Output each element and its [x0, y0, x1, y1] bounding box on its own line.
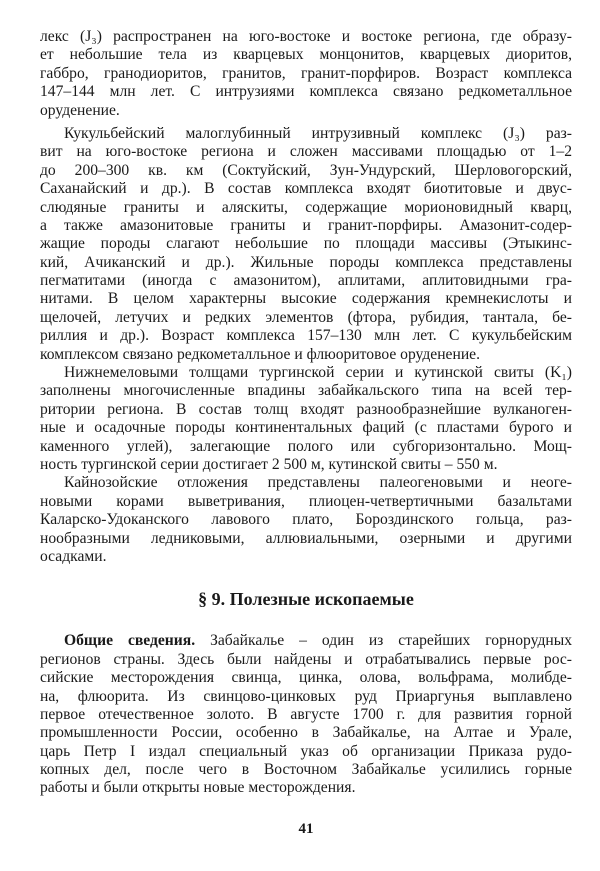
- text-line: регионов страны. Здесь были найдены и отрабатывались первые рос-: [40, 650, 572, 668]
- paragraph-5: [40, 632, 572, 798]
- page-number: 41: [298, 821, 314, 837]
- text-line: нообразными ледниковыми, аллювиальными, озерными и другими: [40, 529, 572, 547]
- text-line: первое отечественное золото. В августе 1700 г. для развития горной: [40, 705, 572, 723]
- text-line: 147–144 млн лет. С интрузиями комплекса связано редкометалльное: [40, 83, 572, 101]
- text-line: пегматитами (иногда с амазонитом), аплитами, аплитовидными гра-: [40, 272, 572, 290]
- text-line: кий, Ачиканский и др.). Жильные породы комплекса представлены: [40, 253, 572, 271]
- text-line: [40, 632, 572, 650]
- text-line: Саханайский и др.). В состав комплекса входят биотитовые и двус-: [40, 180, 572, 198]
- text-line: до 200–300 кв. км (Соктуйский, Зун-Ундурский, Шерловогорский,: [40, 161, 572, 179]
- text-line: на, флюорита. Из свинцово-цинковых руд Приаргунья выплавлено: [40, 687, 572, 705]
- text-line: нитами. В целом характерны высокие содержания кремнекислоты и: [40, 290, 572, 308]
- text-line: лекс (J₃) распространен на юго-востоке и востоке региона, где образу-: [40, 28, 572, 45]
- text-line: работы и были открыты новые месторождения.: [40, 779, 356, 797]
- text-line: габбро, гранодиоритов, гранитов, гранит-порфиров. Возраст комплекса: [40, 64, 572, 82]
- text-line: копных дел, после чего в Восточном Забайкалье усилились горные: [40, 761, 572, 779]
- text-line: Кукульбейский малоглубинный интрузивный комплекс (J₃) раз-: [64, 124, 572, 142]
- lead-line-rest: Забайкалье – один из старейших горнорудных: [195, 632, 572, 650]
- text-line: а также амазонитовые граниты и гранит-порфиры. Амазонит-содер-: [40, 216, 572, 234]
- text-line: ритории региона. В состав толщ входят разнообразнейшие вулканоген-: [40, 400, 572, 418]
- text-line: сийские месторождения свинца, цинка, олова, вольфрама, молибде-: [40, 669, 572, 687]
- text-line: Кайнозойские отложения представлены палеогеновыми и неоге-: [64, 474, 572, 492]
- text-line: оруденение.: [40, 101, 120, 119]
- text-line: комплексом связано редкометалльное и флюоритовое оруденение.: [40, 345, 480, 363]
- text-line: жащие породы слагают небольшие по площади массивы (Этыкинс-: [40, 235, 572, 253]
- text-line: ет небольшие тела из кварцевых монцонитов, кварцевых диоритов,: [40, 46, 572, 64]
- lead-in: Общие сведения.: [64, 632, 196, 650]
- paragraph-1: [40, 28, 572, 120]
- text-line: вит на юго-востоке региона и сложен массивами площадью от 1–2: [40, 143, 572, 161]
- text-line: царь Петр I издал специальный указ об организации Приказа рудо-: [40, 742, 572, 760]
- document-page: [40, 28, 572, 858]
- text-line: щелочей, летучих и редких элементов (фтора, рубидия, тантала, бе-: [40, 308, 572, 326]
- text-line: Каларско-Удоканского лавового плато, Бороздинского гольца, раз-: [40, 511, 572, 529]
- paragraph-2: [40, 125, 572, 364]
- text-line: каменного углей), залегающие полого или субгоризонтально. Мощ-: [40, 437, 572, 455]
- text-line: ные и осадочные породы континентальных фаций (с пластами бурого и: [40, 419, 572, 437]
- paragraph-4: [40, 474, 572, 566]
- text-line: слюдяные граниты и аляскиты, содержащие морионовидный кварц,: [40, 198, 572, 216]
- text-line: Нижнемеловыми толщами тургинской серии и кутинской свиты (K₁): [64, 364, 572, 382]
- text-line: ность тургинской серии достигает 2 500 м, кутинской свиты – 550 м.: [40, 455, 498, 473]
- paragraph-3: [40, 364, 572, 474]
- text-line: риллия и др.). Возраст комплекса 157–130 млн лет. С кукульбейским: [40, 327, 572, 345]
- section-heading: § 9. Полезные ископаемые: [198, 589, 414, 610]
- text-line: новыми корами выветривания, плиоцен-четвертичными базальтами: [40, 492, 572, 510]
- text-line: промышленности России, особенно в Забайкалье, на Алтае и Урале,: [40, 724, 572, 742]
- text-line: осадками.: [40, 547, 107, 565]
- text-line: заполнены многочисленные впадины забайкальского типа на всей тер-: [40, 382, 572, 400]
